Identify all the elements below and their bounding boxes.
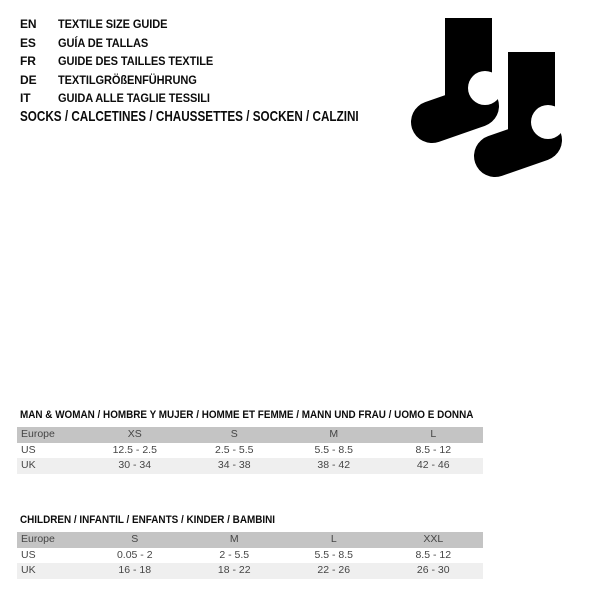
language-code: FR: [20, 54, 36, 68]
size-cell: 26 - 30: [416, 564, 450, 576]
column-header-size: L: [430, 428, 437, 440]
size-cell: 5.5 - 8.5: [314, 443, 354, 456]
column-header-size: S: [230, 428, 238, 440]
size-cell: 2.5 - 5.5: [214, 443, 254, 456]
language-label: GUÍA DE TALLAS: [58, 35, 149, 50]
sock-left-shape: [432, 18, 502, 122]
size-cell: 18 - 22: [217, 564, 251, 576]
column-header-region: Europe: [21, 533, 55, 545]
table-title-text: MAN & WOMAN / HOMBRE Y MUJER / HOMME ET FEMME / MANN UND FRAU / UOMO E DONNA: [20, 409, 474, 421]
size-cell: 22 - 26: [317, 564, 351, 576]
language-code: EN: [20, 17, 37, 31]
table-title: [20, 409, 483, 422]
language-label: GUIDE DES TAILLES TEXTILE: [58, 54, 214, 68]
table-row-uk: [17, 563, 483, 579]
size-table-children: [17, 514, 483, 579]
table-header-row: [17, 532, 483, 548]
size-cell: 8.5 - 12: [415, 548, 452, 561]
language-code: ES: [20, 35, 36, 50]
size-cell: 12.5 - 2.5: [112, 443, 157, 456]
region-cell: UK: [21, 564, 36, 576]
language-code: DE: [20, 72, 37, 87]
column-header-size: XS: [127, 428, 142, 440]
language-row-es: [20, 34, 227, 53]
region-cell: US: [21, 548, 36, 561]
column-header-size: L: [330, 533, 337, 545]
size-cell: 2 - 5.5: [219, 548, 250, 561]
sock-right-shape: [495, 52, 565, 156]
socks-icon: [405, 14, 575, 184]
language-label: TEXTILE SIZE GUIDE: [58, 17, 168, 31]
table-row-us: [17, 548, 483, 564]
column-header-size: M: [229, 533, 239, 545]
size-table-adults: [17, 409, 483, 474]
language-code: IT: [20, 91, 31, 105]
category-line-text: SOCKS / CALCETINES / CHAUSSETTES / SOCKEN / CALZINI: [20, 108, 359, 125]
table-title-text: CHILDREN / INFANTIL / ENFANTS / KINDER / BAMBINI: [20, 514, 276, 526]
column-header-size: S: [131, 533, 139, 545]
region-cell: US: [21, 443, 36, 456]
language-row-de: [20, 71, 227, 90]
size-cell: 30 - 34: [118, 459, 152, 471]
size-cell: 0.05 - 2: [116, 548, 153, 561]
column-header-region: Europe: [21, 428, 55, 440]
column-header-size: M: [329, 428, 339, 440]
table-header-row: [17, 427, 483, 443]
table-title: [20, 514, 483, 527]
size-cell: 16 - 18: [118, 564, 152, 576]
region-cell: UK: [21, 459, 36, 471]
language-list: [20, 15, 227, 108]
table-row-uk: [17, 458, 483, 474]
size-cell: 5.5 - 8.5: [314, 548, 354, 561]
language-label: GUIDA ALLE TAGLIE TESSILI: [58, 91, 210, 105]
language-row-en: [20, 15, 227, 34]
language-label: TEXTILGRÖßENFÜHRUNG: [58, 72, 197, 87]
size-cell: 34 - 38: [217, 459, 251, 471]
language-row-it: [20, 89, 227, 108]
table-row-us: [17, 443, 483, 459]
size-cell: 42 - 46: [416, 459, 450, 471]
category-line: [20, 108, 454, 125]
size-cell: 8.5 - 12: [415, 443, 452, 456]
size-cell: 38 - 42: [317, 459, 351, 471]
language-row-fr: [20, 52, 227, 71]
column-header-size: XXL: [423, 533, 444, 545]
